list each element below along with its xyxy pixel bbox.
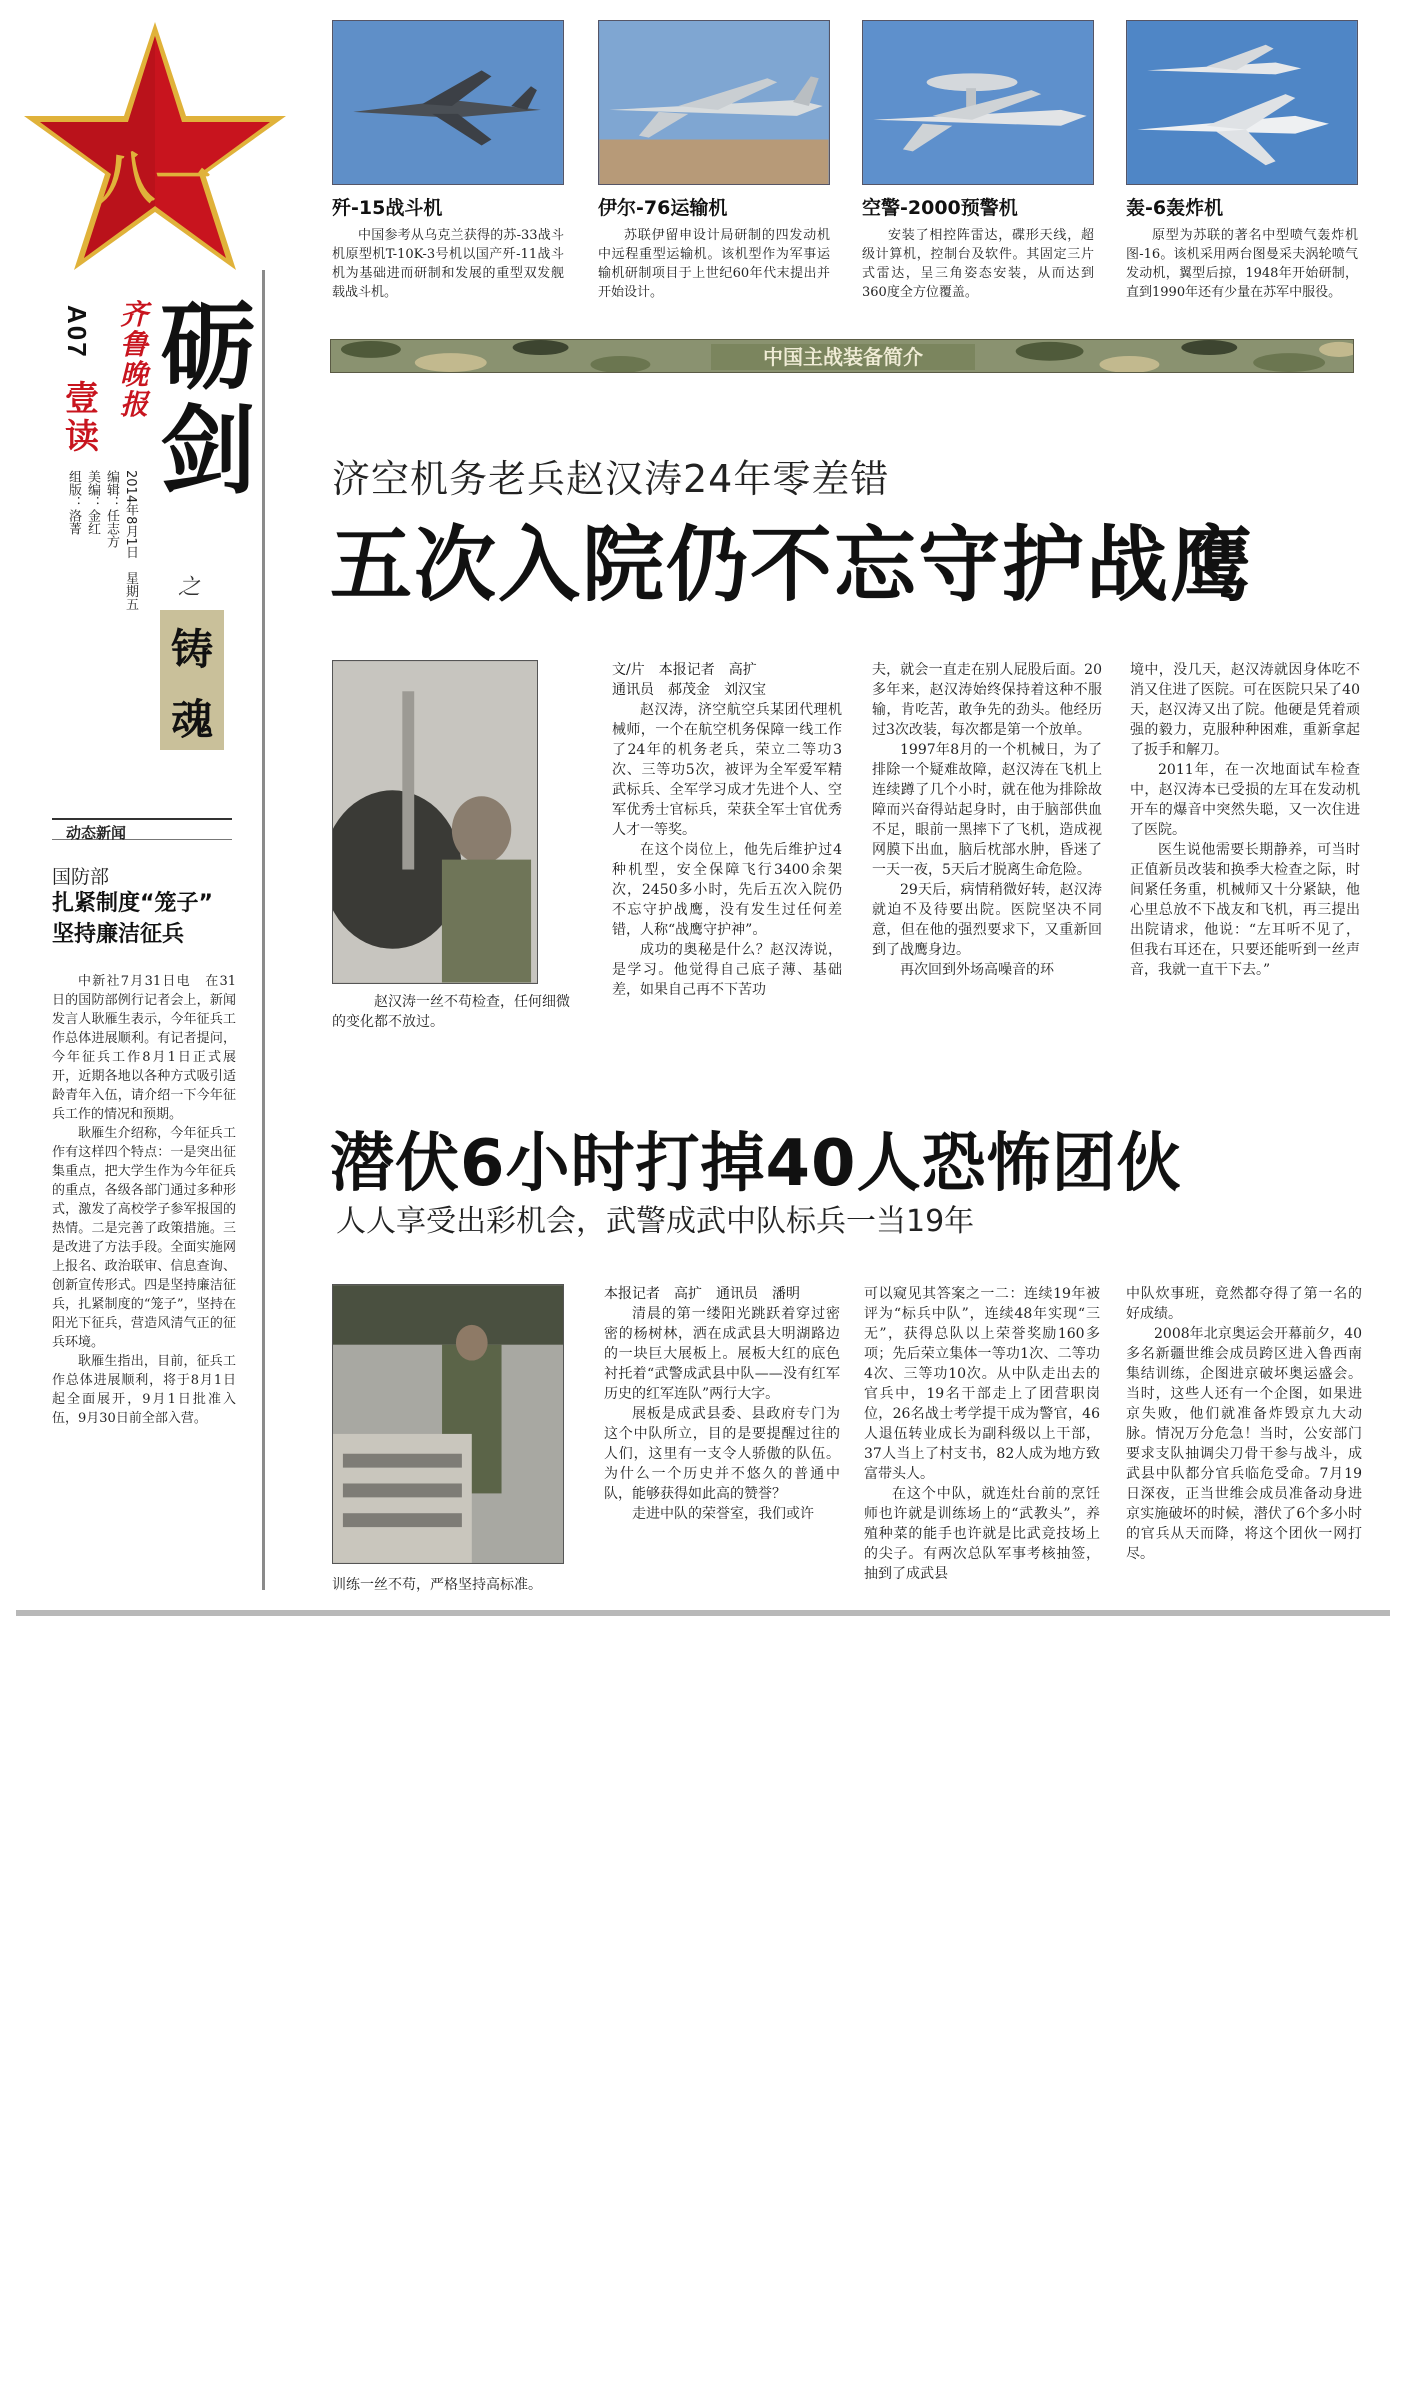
story1-column-3 xyxy=(1130,660,1360,980)
equipment-item-il76 xyxy=(598,20,830,302)
story1-paragraph: 医生说他需要长期静养，可当时正值新员改装和换季大检查之际，时间紧任务重，机械师又十分紧缺，他心里总放不下战友和飞机，再三提出出院请求，他说：“左耳听不见了，但我右耳还在，只要还能听到一丝声音，我就一直干下去。” xyxy=(1130,842,1360,978)
column-soul-char-2: 魂 xyxy=(170,695,213,744)
training-photo-illustration xyxy=(333,1285,563,1563)
emblem-text: 八一 xyxy=(99,146,211,212)
equipment-desc: 原型为苏联的著名中型喷气轰炸机图-16。该机采用两台图曼采夫涡轮喷气发动机，翼型后掠，1948年开始研制，直到1990年还有少量在苏军中服役。 xyxy=(1126,228,1358,300)
h6-photo xyxy=(1126,20,1358,185)
story1-column-2 xyxy=(872,660,1102,980)
story1-kicker: 济空机务老兵赵汉涛24年零差错 xyxy=(332,457,890,501)
equipment-name: 伊尔-76运输机 xyxy=(598,197,728,219)
column-title-connector: 之 xyxy=(178,575,201,600)
story1-paragraph: 再次回到外场高噪音的环 xyxy=(900,962,1054,978)
story1-paragraph: 1997年8月的一个机械日，为了排除一个疑难故障，赵汉涛在飞机上连续蹲了几个小时，就在他为排除故障而兴奋得站起身时，由于脑部供血不足，眼前一黑摔下了飞机，造成视网膜下出血，脑后枕部水肿，昏迷了一天一夜，5天后才脱离生命危险。 xyxy=(872,742,1102,878)
page-number: A07 xyxy=(62,305,92,359)
paper-name: 齐鲁晚报 xyxy=(119,298,148,421)
story1-paragraph: 29天后，病情稍微好转，赵汉涛就迫不及待要出院。医院坚决不同意，但在他的强烈要求下，又重新回到了战鹰身边。 xyxy=(872,882,1102,958)
sidebar-headline-line-2: 坚持廉洁征兵 xyxy=(52,922,185,947)
j15-photo xyxy=(332,20,564,185)
story1-paragraph: 2011年，在一次地面试车检查中，赵汉涛本已受损的左耳在发动机开车的爆音中突然失聪，又一次住进了医院。 xyxy=(1130,762,1360,838)
designer-line: 美编：金红 xyxy=(85,470,100,535)
sidebar-headline-line-1: 扎紧制度“笼子” xyxy=(52,891,213,916)
awacs-plane-icon xyxy=(863,21,1093,184)
story1-photo xyxy=(332,660,538,984)
kj2000-photo xyxy=(862,20,1094,185)
fighter-jet-icon xyxy=(333,21,563,184)
story2-paragraph: 中队炊事班，竟然都夺得了第一名的好成绩。 xyxy=(1126,1286,1362,1322)
mechanic-photo-illustration xyxy=(333,661,537,983)
story2-headline: 潜伏6小时打掉40人恐怖团伙 xyxy=(330,1127,1182,1201)
story1-byline-2: 通讯员 郝茂金 刘汉宝 xyxy=(612,682,766,698)
sidebar-paragraph: 中新社7月31日电 在31日的国防部例行记者会上，新闻发言人耿雁生表示，今年征兵工作总体进展顺利。有记者提问，今年征兵工作8月1日正式展开，近期各地以各种方式吸引适龄青年入伍，请介绍一下今年征兵工作的情况和预期。 xyxy=(52,974,236,1122)
story1-byline-1: 文/片 本报记者 高扩 xyxy=(612,662,757,678)
transport-plane-icon xyxy=(599,21,829,184)
story2-photo xyxy=(332,1284,564,1564)
story2-paragraph: 可以窥见其答案之一二：连续19年被评为“标兵中队”，连续48年实现“三无”，获得总队以上荣誉奖励160多项；先后荣立集体一等功1次、二等功4次、三等功10次。从中队走出去的官兵中，19名干部走上了团营职岗位，26名战士考学提干成为警官，46人退伍转业成长为副科级以上干部，37人当上了村支书，82人成为地方致富带头人。 xyxy=(864,1286,1100,1482)
story1-paragraph: 成功的奥秘是什么？赵汉涛说，是学习。他觉得自己底子薄、基础差，如果自己再不下苦功 xyxy=(612,942,842,998)
story2-paragraph: 展板是成武县委、县政府专门为这个中队所立，目的是要提醒过往的人们，这里有一支令人骄傲的队伍。为什么一个历史并不悠久的普通中队，能够获得如此高的赞誉？ xyxy=(604,1406,840,1502)
story2-paragraph: 2008年北京奥运会开幕前夕，40多名新疆世维会成员跨区进入鲁西南集结训练，企图进京破坏奥运盛会。当时，这些人还有一个企图，如果进京失败，他们就准备炸毁京九大动脉。情况万分危急！当时，公安部门要求支队抽调尖刀骨干参与战斗，成武县中队都分官兵临危受命。7月19日深夜，正当世维会成员准备动身进京实施破坏的时候，潜伏了6个多小时的官兵从天而降，将这个团伙一网打尽。 xyxy=(1126,1326,1362,1562)
story2-subhead: 人人享受出彩机会，武警成武中队标兵一当19年 xyxy=(336,1204,975,1239)
story2-caption: 训练一丝不苟，严格坚持高标准。 xyxy=(332,1577,542,1593)
story1-column-1 xyxy=(612,660,842,1000)
layout-line: 组版：洛菁 xyxy=(66,470,81,535)
editor-line: 编辑：任志方 xyxy=(104,470,119,548)
il76-photo xyxy=(598,20,830,185)
equipment-item-j15 xyxy=(332,20,564,302)
column-title-char-2: 剑 xyxy=(160,394,256,507)
equipment-desc: 安装了相控阵雷达，碟形天线，超级计算机，控制台及软件。其固定三片式雷达，呈三角姿态安装，从而达到360度全方位覆盖。 xyxy=(862,228,1094,300)
column-title-char-1: 砺 xyxy=(160,290,256,403)
equipment-section-title: 中国主战装备简介 xyxy=(711,344,975,370)
story1-paragraph: 赵汉涛，济空航空兵某团代理机械师，一个在航空机务保障一线工作了24年的机务老兵，荣立二等功3次、三等功5次，被评为全军爱军精武标兵、全军学习成才先进个人、空军优秀士官标兵，荣获全军士官优秀人才一等奖。 xyxy=(612,702,842,838)
story1-headline: 五次入院仍不忘守护战鹰 xyxy=(330,518,1255,613)
story1-paragraph: 境中，没几天，赵汉涛就因身体吃不消又住进了医院。可在医院只呆了40天，赵汉涛又出了院。他硬是凭着顽强的毅力，克服种种困难，重新拿起了扳手和解刀。 xyxy=(1130,662,1360,758)
page-bottom-rule xyxy=(16,1610,1390,1616)
story2-column-3 xyxy=(1126,1284,1362,1564)
story2-column-2 xyxy=(864,1284,1100,1584)
date-line: 2014年8月1日 星期五 xyxy=(123,470,138,611)
sidebar-paragraph: 耿雁生指出，目前，征兵工作总体进展顺利，将于8月1日起全面展开，9月1日批准入伍，9月30日前全部入营。 xyxy=(52,1354,236,1426)
bomber-plane-icon xyxy=(1127,21,1357,184)
equipment-section-banner xyxy=(330,339,1354,373)
army-star-emblem xyxy=(14,18,296,288)
equipment-item-h6 xyxy=(1126,20,1358,302)
story2-paragraph: 走进中队的荣誉室，我们或许 xyxy=(632,1506,814,1522)
column-soul-char-1: 铸 xyxy=(170,625,213,674)
equipment-name: 轰-6轰炸机 xyxy=(1126,197,1224,219)
star-icon xyxy=(14,18,296,288)
story1-caption: 赵汉涛一丝不苟检查，任何细微的变化都不放过。 xyxy=(332,994,570,1030)
story2-column-1 xyxy=(604,1284,840,1524)
story2-paragraph: 清晨的第一缕阳光跳跃着穿过密密的杨树林，洒在成武县大明湖路边的一块巨大展板上。展板大红的底色衬托着“武警成武县中队——没有红军历史的红军连队”两行大字。 xyxy=(604,1306,840,1402)
sidebar-section-label: 动态新闻 xyxy=(66,824,127,842)
equipment-desc: 中国参考从乌克兰获得的苏-33战斗机原型机T-10K-3号机以国产歼-11战斗机为基础进而研制和发展的重型双发舰载战斗机。 xyxy=(332,228,564,300)
sidebar-kicker: 国防部 xyxy=(52,866,110,888)
story1-paragraph: 夫，就会一直走在别人屁股后面。20多年来，赵汉涛始终保持着这种不服输，肯吃苦，敢争先的劲头。他经历过3次改装，每次都是第一个放单。 xyxy=(872,662,1102,738)
equipment-name: 歼-15战斗机 xyxy=(332,197,443,219)
sidebar-headline xyxy=(52,888,232,950)
story2-byline: 本报记者 高扩 通讯员 潘明 xyxy=(604,1286,800,1302)
equipment-item-kj2000 xyxy=(862,20,1094,302)
sidebar-paragraph: 耿雁生介绍称，今年征兵工作有这样四个特点：一是突出征集重点，把大学生作为今年征兵的重点，各级各部门通过多种形式，激发了高校学子参军报国的热情。二是完善了政策措施。三是改进了方法手段。全面实施网上报名、政治联审、信息查询、创新宣传形式。四是坚持廉洁征兵，扎紧制度的“笼子”，坚持在阳光下征兵，营造风清气正的征兵环境。 xyxy=(52,1126,236,1350)
sidebar-body xyxy=(52,972,236,1428)
story2-paragraph: 在这个中队，就连灶台前的烹饪师也许就是训练场上的“武教头”，养殖种菜的能手也许就是比武竞技场上的尖子。有两次总队军事考核抽签，抽到了成武县 xyxy=(864,1486,1100,1582)
section-label: 壹读 xyxy=(65,379,99,457)
story1-paragraph: 在这个岗位上，他先后维护过4种机型，安全保障飞行3400余架次，2450多小时，先后五次入院仍不忘守护战鹰，没有发生过任何差错，人称“战鹰守护神”。 xyxy=(612,842,842,938)
equipment-desc: 苏联伊留申设计局研制的四发动机中远程重型运输机。该机型作为军事运输机研制项目于上世纪60年代末提出并开始设计。 xyxy=(598,228,830,300)
equipment-name: 空警-2000预警机 xyxy=(862,197,1018,219)
column-soul-box xyxy=(160,610,224,750)
editor-credits xyxy=(62,470,138,750)
sidebar-section-header xyxy=(52,818,232,840)
column-title xyxy=(148,290,268,507)
